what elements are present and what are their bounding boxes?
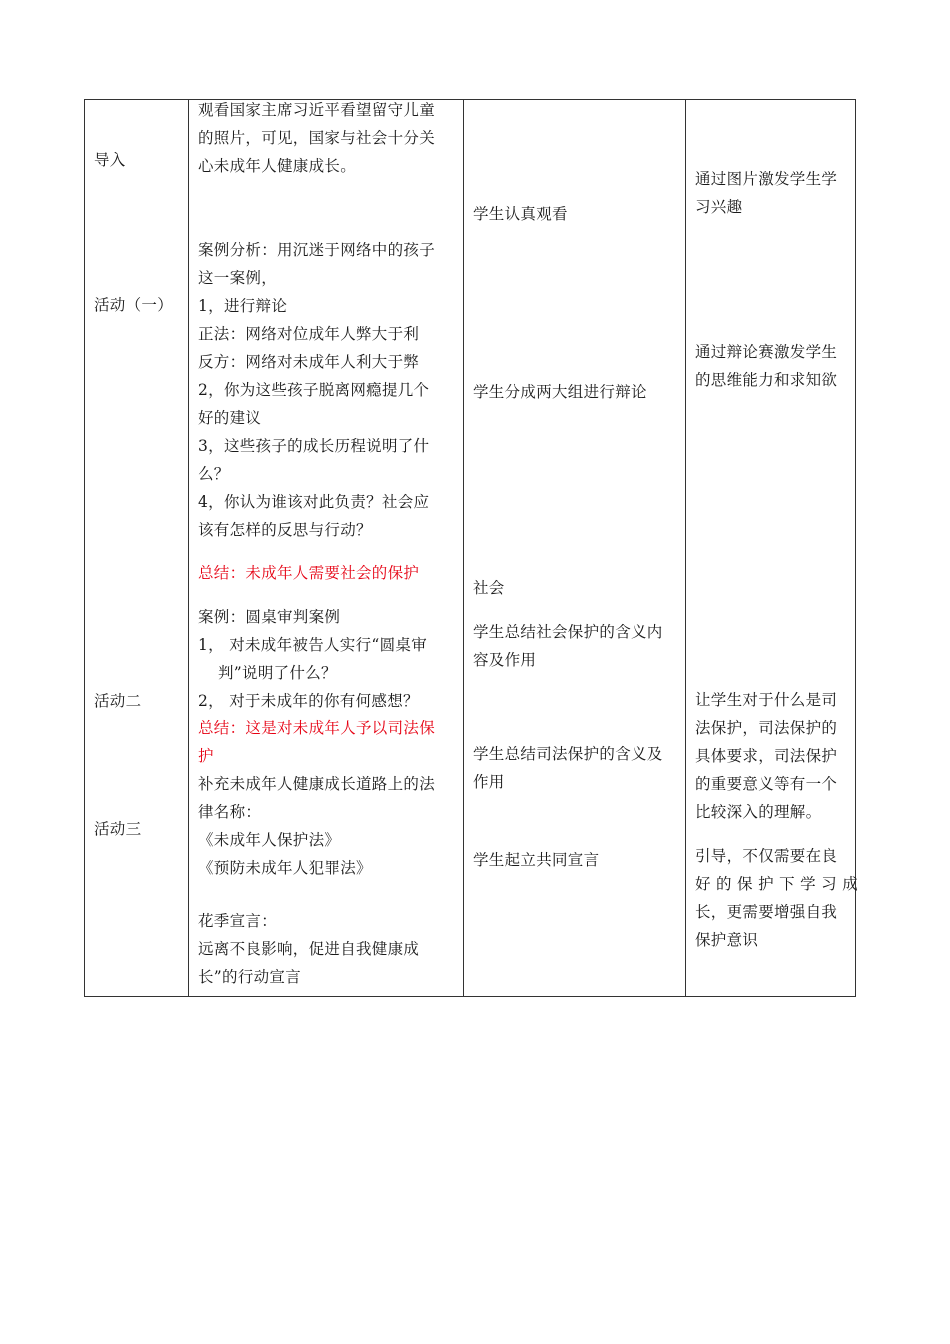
case-text: 这一案例， <box>198 269 278 287</box>
design-intent: 通过辩论赛激发学生 <box>695 343 838 361</box>
declaration-text: 花季宣言： <box>198 912 278 930</box>
stage-activity-1: 活动（一） <box>94 296 174 314</box>
design-intent: 法保护，司法保护的 <box>695 719 838 737</box>
case-text: 3，这些孩子的成长历程说明了什 <box>198 437 430 455</box>
intro-text: 心未成年人健康成长。 <box>198 157 357 175</box>
case2-text: 1， 对未成年被告人实行“圆桌审 <box>198 636 428 654</box>
design-intent: 让学生对于什么是司 <box>695 691 838 709</box>
law-text: 补充未成年人健康成长道路上的法 <box>198 775 436 793</box>
design-intent: 具体要求，司法保护 <box>695 747 838 765</box>
case-text: 正法：网络对位成年人弊大于利 <box>198 325 420 343</box>
student-activity: 社会 <box>473 579 505 597</box>
case-text: 该有怎样的反思与行动？ <box>198 521 372 539</box>
column-divider <box>463 100 464 996</box>
design-intent: 比较深入的理解。 <box>695 803 822 821</box>
law-name: 《未成年人保护法》 <box>198 831 341 849</box>
case-text: 4，你认为谁该对此负责？社会应 <box>198 493 430 511</box>
stage-intro: 导入 <box>94 151 126 169</box>
case-text: 么？ <box>198 465 230 483</box>
stage-activity-3: 活动三 <box>94 820 142 838</box>
case-text: 1，进行辩论 <box>198 297 288 315</box>
law-name: 《预防未成年人犯罪法》 <box>198 859 372 877</box>
declaration-text: 长”的行动宣言 <box>198 968 302 986</box>
design-intent: 好 的 保 护 下 学 习 成 <box>695 875 858 893</box>
summary-judicial-protection: 护 <box>198 747 214 765</box>
student-activity: 容及作用 <box>473 651 537 669</box>
student-activity: 学生认真观看 <box>473 205 568 223</box>
case-text: 案例分析：用沉迷于网络中的孩子 <box>198 241 436 259</box>
declaration-text: 远离不良影响，促进自我健康成 <box>198 940 420 958</box>
intro-text: 的照片，可见，国家与社会十分关 <box>198 129 436 147</box>
design-intent: 引导，不仅需要在良 <box>695 847 838 865</box>
summary-judicial-protection: 总结：这是对未成年人予以司法保 <box>198 719 436 737</box>
law-text: 律名称： <box>198 803 262 821</box>
case2-text: 判”说明了什么？ <box>218 664 337 682</box>
student-activity: 学生起立共同宣言 <box>473 851 600 869</box>
student-activity: 学生总结司法保护的含义及 <box>473 745 663 763</box>
design-intent: 长，更需要增强自我 <box>695 903 838 921</box>
design-intent: 习兴趣 <box>695 198 743 216</box>
student-activity: 学生总结社会保护的含义内 <box>473 623 663 641</box>
design-intent: 的思维能力和求知欲 <box>695 371 838 389</box>
design-intent: 的重要意义等有一个 <box>695 775 838 793</box>
case2-text: 案例：圆桌审判案例 <box>198 608 341 626</box>
stage-activity-2: 活动二 <box>94 692 142 710</box>
student-activity: 学生分成两大组进行辩论 <box>473 383 647 401</box>
column-divider <box>188 100 189 996</box>
case-text: 反方：网络对未成年人利大于弊 <box>198 353 420 371</box>
design-intent: 通过图片激发学生学 <box>695 170 838 188</box>
case-text: 2，你为这些孩子脱离网瘾提几个 <box>198 381 430 399</box>
column-divider <box>685 100 686 996</box>
design-intent: 保护意识 <box>695 931 759 949</box>
summary-social-protection: 总结：未成年人需要社会的保护 <box>198 564 420 582</box>
intro-text: 观看国家主席习近平看望留守儿童 <box>198 101 436 119</box>
student-activity: 作用 <box>473 773 505 791</box>
case-text: 好的建议 <box>198 409 262 427</box>
case2-text: 2， 对于未成年的你有何感想？ <box>198 692 419 710</box>
